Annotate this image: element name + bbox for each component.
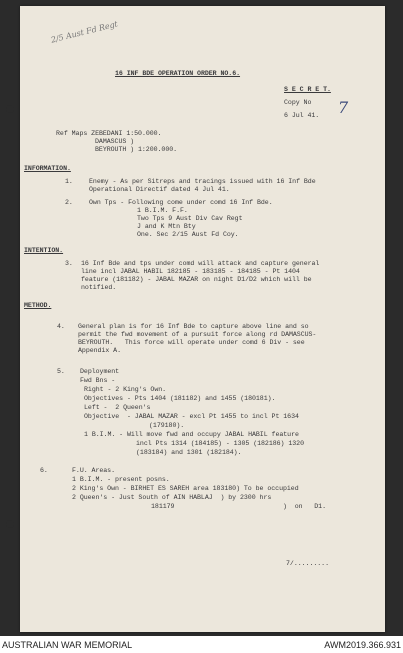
para-line: Enemy - As per Sitreps and tracings issued with 16 Inf Bde <box>89 178 316 185</box>
para-line: (183184) and 1301 (182184). <box>136 449 242 456</box>
section-heading: METHOD. <box>24 302 52 309</box>
para-line: incl Pts 1314 (184185) - 1305 (182186) 1320 <box>136 440 304 447</box>
footer-institution: AUSTRALIAN WAR MEMORIAL <box>2 640 133 650</box>
document-page <box>20 6 385 632</box>
para-line: 2 King's Own - BIRHET ES SAREH area 183180) To be occupied <box>72 485 299 492</box>
punch-hole <box>6 520 14 528</box>
para-line: 181179 <box>151 503 175 510</box>
footer-accession-number: AWM2019.366.931 <box>324 640 401 650</box>
para-line: Left - 2 Queen's <box>84 404 151 411</box>
para-number: 3. <box>65 260 73 267</box>
para-line: 2 Queen's - Just South of AIN HABLAJ ) by 2300 hrs <box>72 494 272 501</box>
copy-number: 7 <box>338 98 349 117</box>
para-line: Right - 2 King's Own. <box>84 386 167 393</box>
order-title: 16 INF BDE OPERATION ORDER NO.6. <box>115 70 241 77</box>
para-line: Deployment <box>80 368 120 375</box>
para-line: notified. <box>81 284 117 291</box>
ref-maps-line: BEYROUTH ) 1:200.000. <box>95 146 178 153</box>
handwritten-note: 2/5 Aust Fd Regt <box>50 19 119 45</box>
para-line: 16 Inf Bde and tps under comd will attack and capture general <box>81 260 320 267</box>
para-number: 1. <box>65 178 73 185</box>
ref-maps-line: DAMASCUS ) <box>95 138 135 145</box>
para-line: BEYROUTH. This force will operate under comd 6 Div - see <box>78 339 305 346</box>
para-line: J and K Mtn Bty <box>137 223 196 230</box>
ref-maps-line: Ref Maps ZEBEDANI 1:50.000. <box>56 130 162 137</box>
para-line: feature (181182) - JABAL MAZAR on night D1/D2 which will be <box>81 276 312 283</box>
para-line: Fwd Bns - <box>80 377 116 384</box>
para-line: Objective - JABAL MAZAR - excl Pt 1455 to incl Pt 1634 <box>84 413 299 420</box>
para-number: 4. <box>57 323 65 330</box>
para-line: line incl JABAL HABIL 182185 - 183185 - 184185 - Pt 1404 <box>81 268 300 275</box>
para-line: 1 B.I.M. F.F. <box>137 207 188 214</box>
punch-hole <box>6 105 14 113</box>
section-heading: INFORMATION. <box>24 165 71 172</box>
archive-footer <box>0 638 403 653</box>
section-heading: INTENTION. <box>24 247 64 254</box>
para-line: General plan is for 16 Inf Bde to capture above line and so <box>78 323 309 330</box>
para-line: Objectives - Pts 1404 (181182) and 1455 (180181). <box>84 395 276 402</box>
para-number: 6. <box>40 467 48 474</box>
para-line: Appendix A. <box>78 347 121 354</box>
para-line: 1 B.I.M. - Will move fwd and occupy JABAL HABIL feature <box>84 431 299 438</box>
para-line: Two Tps 9 Aust Div Cav Regt <box>137 215 243 222</box>
copy-label: Copy No <box>284 99 312 106</box>
order-date: 6 Jul 41. <box>284 112 320 119</box>
para-line: (179180). <box>149 422 185 429</box>
para-line: permit the fwd movement of a pursuit force along rd DAMASCUS- <box>78 331 317 338</box>
para-line: Own Tps - Following come under comd 16 Inf Bde. <box>89 199 273 206</box>
secret-marking: S E C R E T. <box>284 86 331 93</box>
para-line: ) on D1. <box>283 503 326 510</box>
continuation-marker: 7/......... <box>286 560 329 567</box>
para-line: 1 B.I.M. - present posns. <box>72 476 170 483</box>
para-number: 2. <box>65 199 73 206</box>
para-line: One. Sec 2/15 Aust Fd Coy. <box>137 231 239 238</box>
para-number: 5. <box>57 368 65 375</box>
para-line: Operational Directif dated 4 Jul 41. <box>89 186 230 193</box>
para-line: F.U. Areas. <box>72 467 115 474</box>
